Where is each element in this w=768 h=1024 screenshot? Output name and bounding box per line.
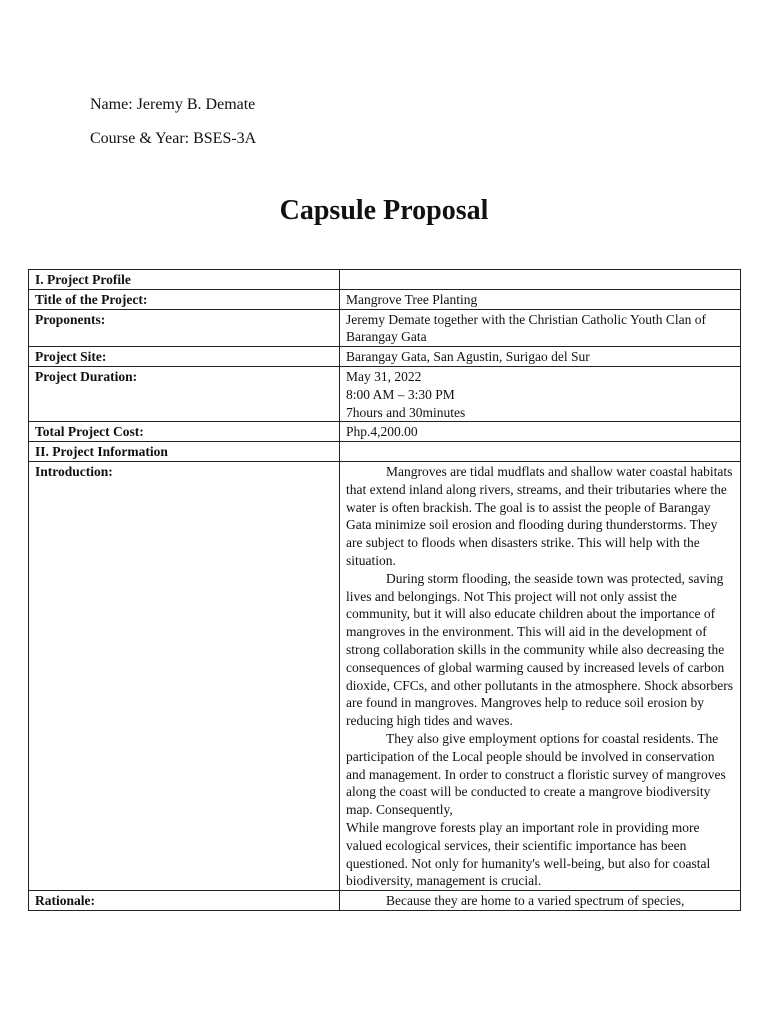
duration-time: 8:00 AM – 3:30 PM	[346, 386, 455, 402]
rationale-paragraph: Because they are home to a varied spectrum of species,	[386, 893, 685, 909]
proponents-value: Jeremy Demate together with the Christian Catholic Youth Clan of Barangay Gata	[340, 309, 741, 347]
rationale-value	[340, 891, 741, 911]
student-name-line	[90, 96, 255, 114]
table-row	[29, 442, 741, 462]
duration-label: Project Duration:	[29, 366, 340, 421]
name-value: Jeremy B. Demate	[136, 96, 256, 113]
intro-paragraph: During storm flooding, the seaside town was protected, saving lives and belongings. Not This project will not only assist the community, but it will also educate children about the importance of mangroves in the environment. This will aid in the development of strong collaboration skills in the community while also decreasing the consequences of global warming caused by increased levels of carbon dioxide, CFCs, and other pollutants in the atmosphere. Shock absorbers are found in mangroves. Mangroves help to reduce soil erosion by reducing high tides and waves.	[346, 570, 733, 729]
table-row	[29, 461, 741, 890]
name-label: Name:	[90, 96, 133, 113]
intro-paragraph: They also give employment options for coastal residents. The participation of the Local people should be involved in conservation and management. In order to construct a floristic survey of mangroves along the coast will be conducted to create a mangrove biodiversity map. Consequently,	[346, 730, 726, 818]
duration-length: 7hours and 30minutes	[346, 404, 466, 420]
table-row	[29, 366, 741, 421]
intro-paragraph: While mangrove forests play an important role in providing more valued ecological services, their scientific importance has been questioned. Not only for humanity's well-being, but also for coastal biodiversity, management is crucial.	[346, 819, 711, 889]
cost-label: Total Project Cost:	[29, 422, 340, 442]
site-value: Barangay Gata, San Agustin, Surigao del Sur	[340, 347, 741, 367]
project-profile-table	[28, 269, 741, 911]
proponents-label: Proponents:	[29, 309, 340, 347]
section-heading-project-profile: I. Project Profile	[29, 270, 340, 290]
course-label: Course & Year:	[90, 130, 190, 147]
title-label: Title of the Project:	[29, 289, 340, 309]
empty-cell	[340, 442, 741, 462]
document-title: Capsule Proposal	[279, 195, 489, 226]
table-row	[29, 289, 741, 309]
intro-paragraph: Mangroves are tidal mudflats and shallow water coastal habitats that extend inland along rivers, streams, and their tributaries where the water is often brackish. The goal is to assist the people of Barangay Gata minimize soil erosion and flooding during thunderstorms. They are subject to floods when disasters strike. This will help with the situation.	[346, 463, 733, 568]
cost-value: Php.4,200.00	[340, 422, 741, 442]
empty-cell	[340, 270, 741, 290]
duration-date: May 31, 2022	[346, 368, 422, 384]
site-label: Project Site:	[29, 347, 340, 367]
table-row	[29, 270, 741, 290]
table-row	[29, 422, 741, 442]
introduction-label: Introduction:	[29, 461, 340, 890]
section-heading-project-information: II. Project Information	[29, 442, 340, 462]
duration-value	[340, 366, 741, 421]
course-value: BSES-3A	[193, 130, 257, 147]
table-row	[29, 347, 741, 367]
table-row	[29, 891, 741, 911]
course-year-line	[90, 130, 256, 148]
rationale-label: Rationale:	[29, 891, 340, 911]
title-value: Mangrove Tree Planting	[340, 289, 741, 309]
table-row	[29, 309, 741, 347]
introduction-value	[340, 461, 741, 890]
